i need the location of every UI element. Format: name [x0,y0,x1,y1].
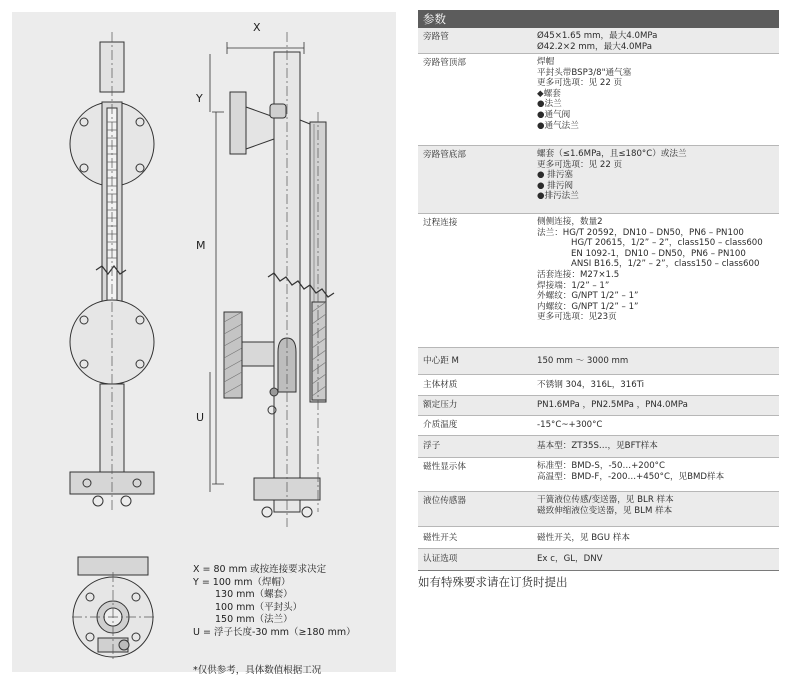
footnote: *仅供参考，具体数值根据工况 [193,665,322,676]
value-line: 基本型：ZT35S…，见BFT样本 [537,441,658,451]
dimension-notes [193,564,356,640]
note-line: 130 mm（螺套） [215,589,293,601]
row-label: 主体材质 [423,380,458,390]
row-value [537,146,779,213]
row-label: 液位传感器 [423,496,466,506]
table-row [418,375,779,396]
value-line: ●通气阀 [537,109,571,120]
value-line: -15°C~+300°C [537,420,603,430]
value-line: 螺套（≤1.6MPa，且≤180°C）或法兰 [537,149,687,159]
value-line: 150 mm ～ 3000 mm [537,356,629,366]
table-row [418,348,779,375]
row-value [537,348,779,374]
note-line: X = 80 mm 或按连接要求决定 [193,564,327,575]
row-value [537,416,779,435]
table-row [418,214,779,348]
table-row [418,549,779,571]
special-requirements-note: 如有特殊要求请在订货时提出 [418,575,568,589]
row-value [537,214,779,347]
row-label: 浮子 [423,441,441,451]
value-line: EN 1092-1，DN10 – DN50，PN6 – PN100 [571,248,746,259]
value-line: Ex c，GL，DNV [537,554,603,564]
table-row [418,146,779,214]
table-row [418,28,779,54]
value-line: Ø42.2×2 mm，最大4.0MPa [537,41,652,52]
table-row [418,54,779,146]
dim-m-label: M [196,239,206,252]
row-value [537,28,779,53]
value-line: ●排污法兰 [537,191,579,202]
row-value [537,458,779,491]
table-row [418,458,779,492]
table-row [418,492,779,527]
note-line: Y = 100 mm（焊帽） [193,576,291,588]
value-line: 高温型：BMD-F，-200…+450°C，见BMD样本 [537,471,725,482]
row-value [537,549,779,570]
value-line: ANSI B16.5，1/2” – 2”，class150 – class600 [571,259,760,270]
row-value [537,436,779,457]
value-line: HG/T 20615，1/2” – 2”，class150 – class600 [571,238,763,249]
note-line: U = 浮子长度-30 mm（≥180 mm） [193,626,356,638]
dim-u-label: U [196,411,205,424]
spec-table-header: 参数 [418,10,779,28]
note-line: 150 mm（法兰） [215,614,293,626]
table-row [418,396,779,416]
spec-table [418,10,779,571]
value-line: 外螺纹：G/NPT 1/2” – 1” [537,291,639,302]
row-label: 中心距 M [423,356,459,366]
dim-y-label: Y [196,92,203,105]
row-label: 旁路管底部 [423,150,466,160]
row-value [537,396,779,415]
value-line: 平封头带BSP3/8"通气塞 [537,67,632,78]
row-label: 认证选项 [423,554,458,564]
technical-drawing-panel [12,12,396,676]
value-line: 不锈钢 304，316L，316Ti [537,380,645,390]
side-view [210,32,334,527]
row-value [537,375,779,395]
row-value [537,527,779,548]
value-line: Ø45×1.65 mm，最大4.0MPa [537,31,658,41]
value-line: 磁性开关，见 BGU 样本 [537,533,630,543]
value-line: ●法兰 [537,99,562,110]
row-label: 额定压力 [423,400,458,410]
table-row [418,416,779,436]
value-line: 标准型：BMD-S，-50…+200°C [537,461,665,471]
value-line: 干簧液位传感/变送器，见 BLR 样本 [537,495,674,505]
value-line: PN1.6MPa ，PN2.5MPa ，PN4.0MPa [537,400,688,410]
note-line: 100 mm（平封头） [215,601,303,613]
table-row [418,527,779,549]
value-line: 焊帽 [537,57,555,67]
row-label: 磁性显示体 [423,462,466,472]
row-value [537,54,779,145]
top-view [72,557,157,662]
value-line: ● 排污阀 [537,180,574,191]
value-line: 活套连接：M27×1.5 [537,269,620,280]
row-label: 过程连接 [423,218,458,228]
row-label: 旁路管顶部 [423,58,466,68]
row-value [537,492,779,526]
value-line: 焊接端：1/2” – 1” [537,280,610,291]
row-label: 磁性开关 [423,533,458,543]
row-label: 旁路管 [423,32,449,42]
value-line: 法兰：HG/T 20592，DN10 – DN50，PN6 – PN100 [537,227,744,238]
value-line: 侧侧连接，数量2 [537,217,603,227]
value-line: 内螺纹：G/NPT 1/2” – 1” [537,301,639,312]
row-label: 介质温度 [423,420,458,430]
table-row [418,436,779,458]
front-view [70,32,154,512]
value-line: ●通气法兰 [537,120,579,131]
value-line: 磁致伸缩液位变送器，见 BLM 样本 [537,505,673,516]
dim-x-label: X [253,21,261,34]
value-line: 更多可选项：见 22 页 [537,78,623,89]
value-line: 更多可选项：见23页 [537,312,617,323]
value-line: ◆螺套 [537,88,561,99]
value-line: ● 排污塞 [537,170,574,181]
value-line: 更多可选项：见 22 页 [537,159,623,170]
